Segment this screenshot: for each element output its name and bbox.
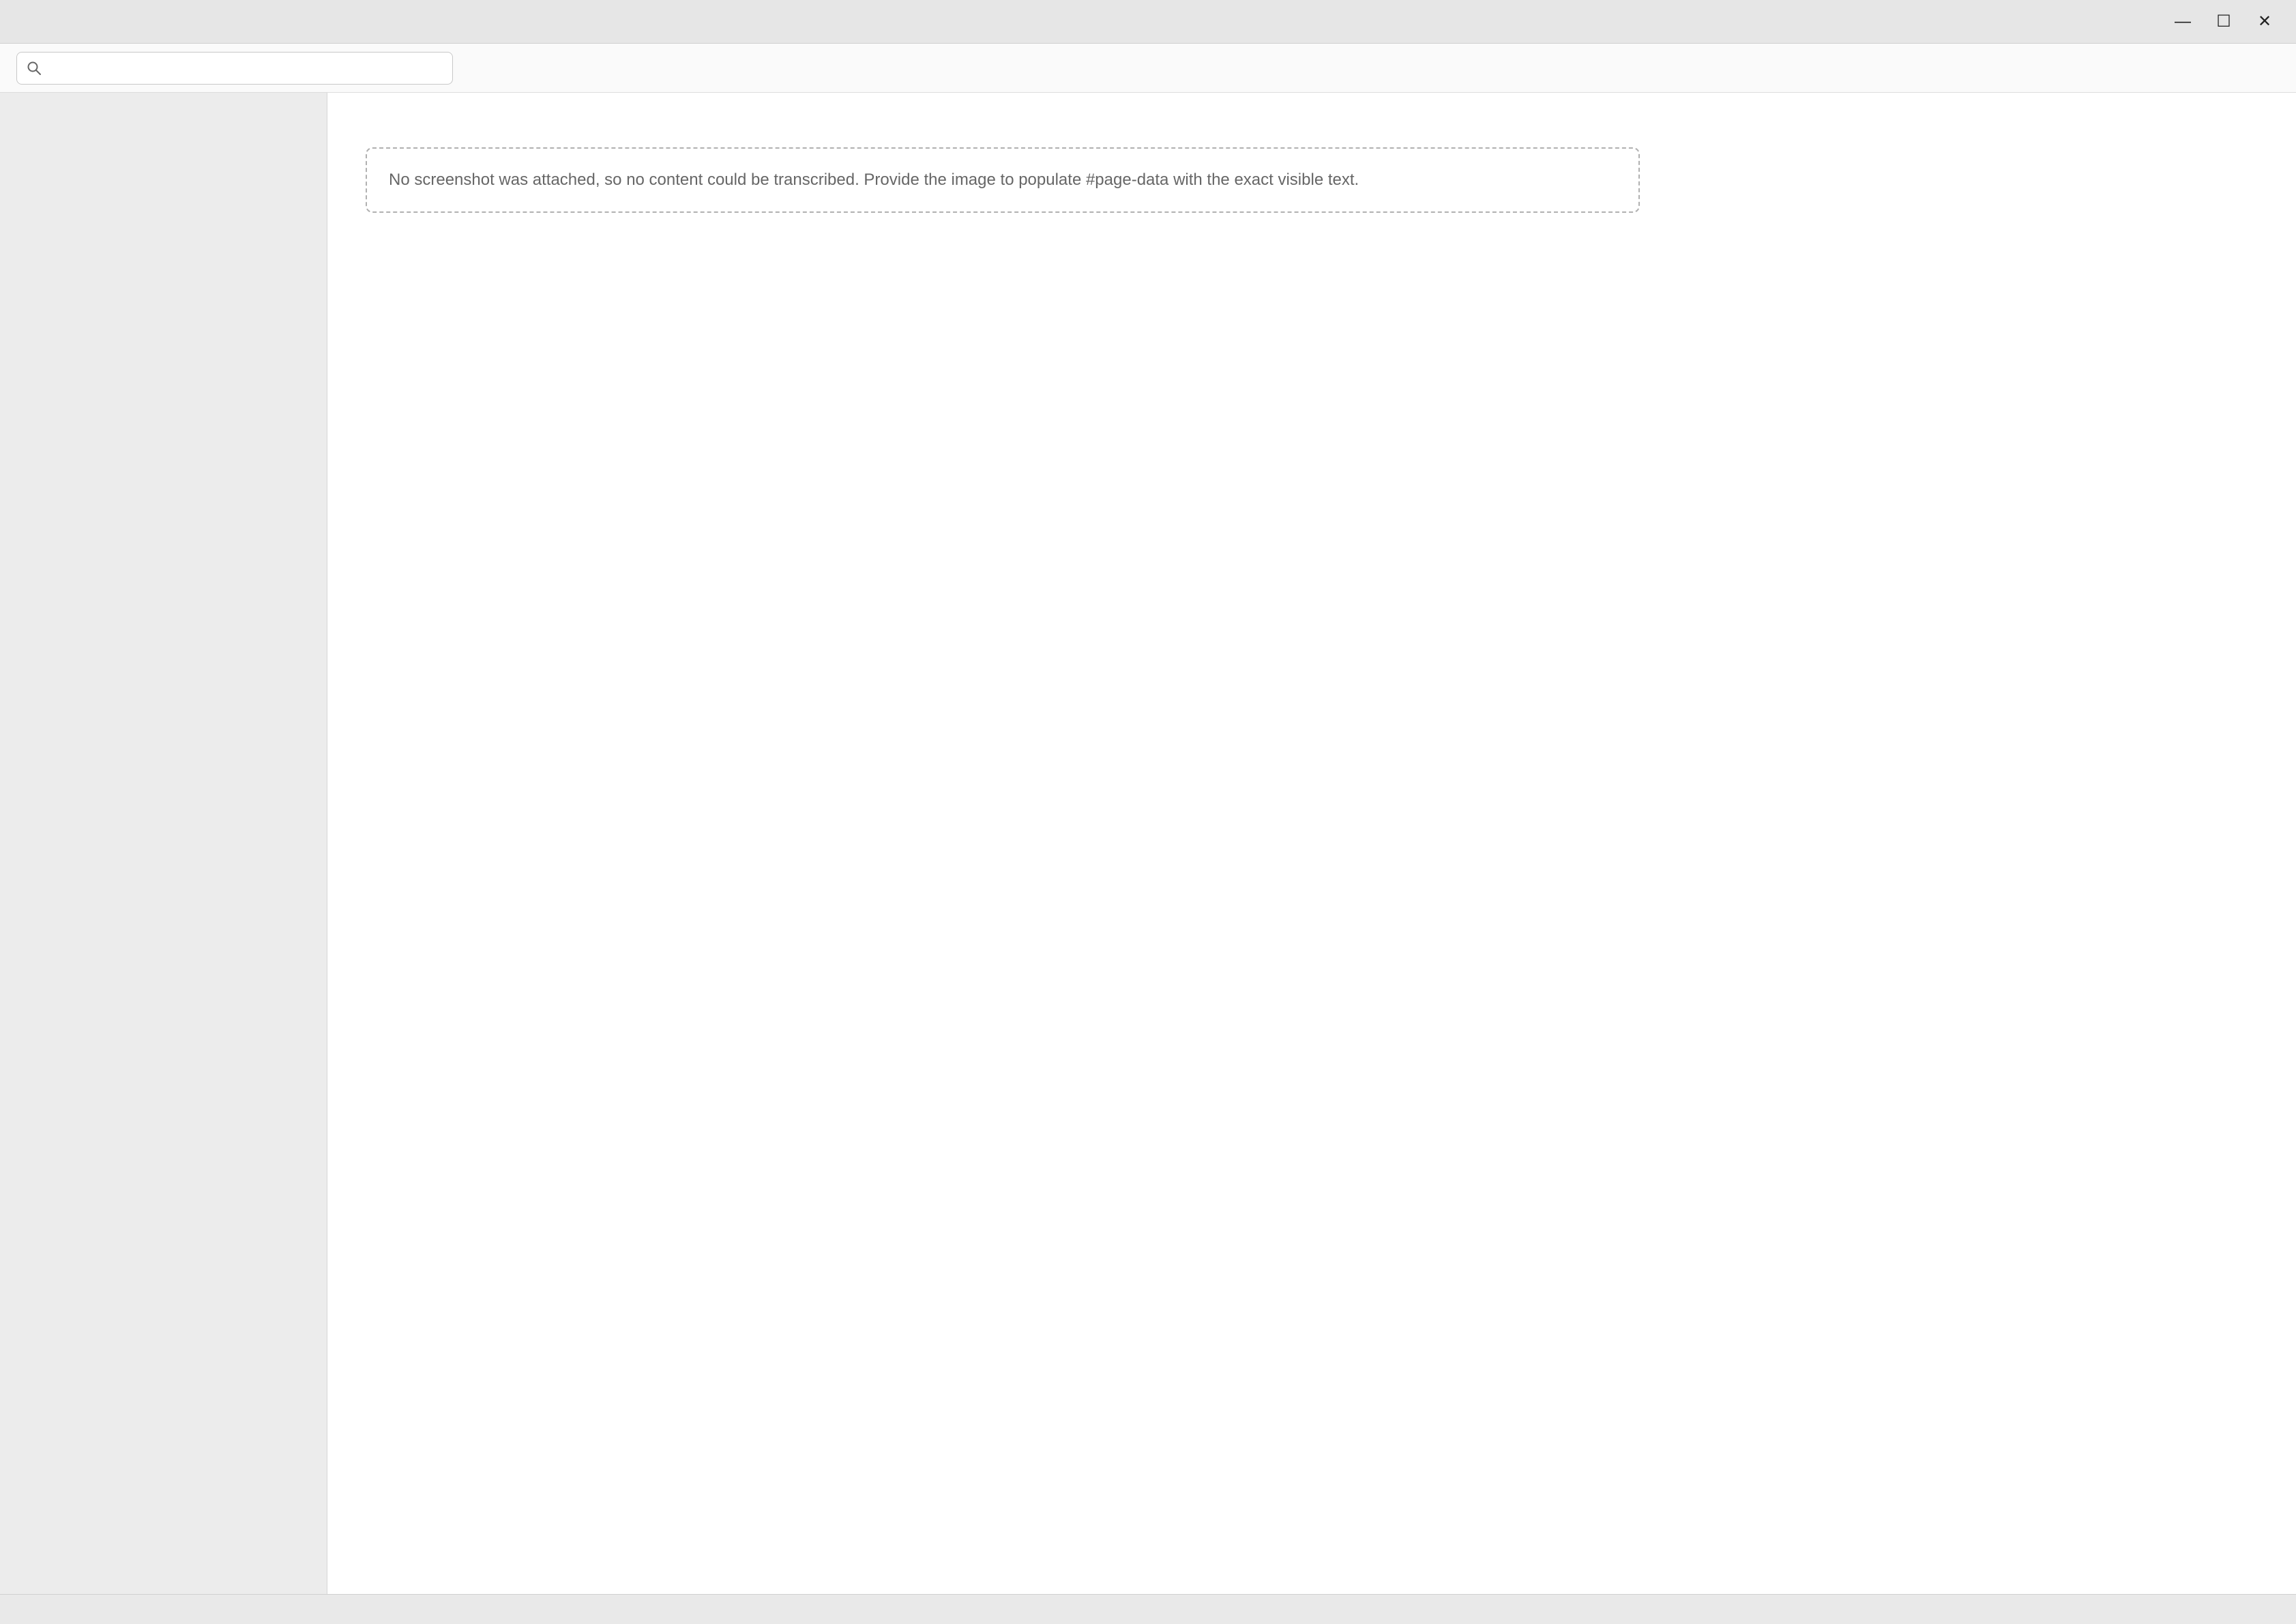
maximize-icon[interactable]: ☐ bbox=[2216, 12, 2231, 31]
missing-image-note: No screenshot was attached, so no content could be transcribed. Provide the image to populate #page-data with the exact visible text. bbox=[366, 147, 1640, 213]
title-bar bbox=[0, 0, 2296, 44]
sidebar bbox=[0, 93, 327, 1594]
search-box[interactable] bbox=[16, 52, 453, 85]
body-area bbox=[0, 93, 2296, 1594]
minimize-icon[interactable]: — bbox=[2175, 12, 2191, 31]
search-icon bbox=[27, 61, 42, 76]
search-input[interactable] bbox=[48, 59, 443, 78]
main-content bbox=[327, 93, 2296, 1594]
close-icon[interactable]: ✕ bbox=[2257, 12, 2272, 31]
status-bar bbox=[0, 1594, 2296, 1624]
toolbar bbox=[0, 44, 2296, 93]
